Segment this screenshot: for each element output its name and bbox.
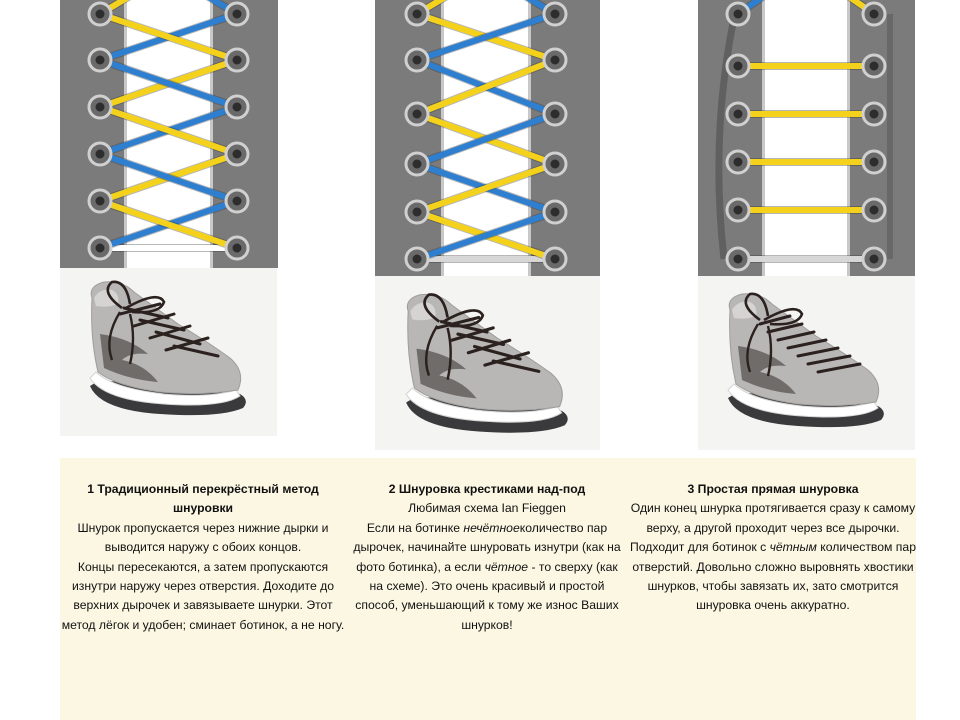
shoe-photo-over-under [375, 276, 600, 450]
eyelet-hole [413, 110, 422, 119]
method-3-description [630, 480, 916, 616]
method-2-description [348, 480, 626, 635]
method-3-text [630, 499, 916, 615]
criss-cross-diagram [60, 0, 278, 268]
description-panel [60, 458, 916, 720]
diagram-svg [375, 276, 600, 450]
eyelet-hole [870, 62, 879, 71]
eyelet-hole [96, 56, 105, 65]
method-2-text-part-3: - то сверху (как на схеме). Это очень красивый и простой способ, уменьшающий к тому же износ Ваших шнурков! [355, 559, 619, 632]
panel-edge-left [762, 0, 765, 276]
eyelet-hole [734, 62, 743, 71]
eyelet-hole [551, 56, 560, 65]
eyelet-hole [551, 10, 560, 19]
left-shoe-panel [375, 0, 443, 276]
eyelet-hole [233, 197, 242, 206]
eyelet-hole [413, 255, 422, 264]
method-1-text-b: Концы пересекаются, а затем пропускаются изнутри наружу через отверстия. Доходите до верхних дырочек и завязываете шнурки. Этот метод лёгок и удобен; сминает ботинок, а не ногу. [61, 559, 345, 632]
diagram-svg [60, 268, 277, 436]
eyelet-hole [96, 197, 105, 206]
method-3-emphasis-even: чётным [769, 540, 817, 555]
eyelet-hole [870, 110, 879, 119]
diagram-svg [60, 0, 278, 268]
eyelet-hole [233, 150, 242, 159]
diagram-svg [698, 276, 915, 450]
eyelet-hole [413, 160, 422, 169]
eyelet-hole [96, 10, 105, 19]
method-1-text-a: Шнурок пропускается через нижние дырки и выводится наружу с обоих концов. [77, 520, 329, 555]
eyelet-hole [870, 158, 879, 167]
eyelet-hole [870, 10, 879, 19]
eyelet-hole [96, 150, 105, 159]
method-2-emphasis-odd: нечётное [463, 520, 520, 535]
method-1-description [60, 480, 346, 635]
eyelet-hole [413, 208, 422, 217]
eyelet-hole [551, 255, 560, 264]
method-2-subtitle: Любимая схема Ian Fieggen [408, 501, 566, 516]
straight-bar-diagram [698, 0, 915, 276]
method-2-text [348, 519, 626, 635]
eyelet-hole [551, 160, 560, 169]
eyelet-hole [551, 110, 560, 119]
shoe-photo-straight [698, 276, 915, 450]
eyelet-hole [233, 10, 242, 19]
right-shoe-panel [848, 0, 915, 276]
panel-edge-right [210, 0, 213, 268]
eyelet-hole [870, 206, 879, 215]
method-2-text-part-2: количество пар дырочек, начинайте шнуровать изнутри (как на фото ботинка), а если [353, 520, 621, 574]
right-shoe-panel [529, 0, 600, 276]
eyelet-hole [551, 208, 560, 217]
eyelet-hole [233, 244, 242, 253]
eyelet-hole [233, 56, 242, 65]
eyelet-hole [870, 255, 879, 264]
eyelet-hole [734, 158, 743, 167]
method-2-emphasis-even: чётное [484, 559, 529, 574]
panel-edge-right [847, 0, 850, 276]
diagram-svg [698, 0, 915, 276]
eyelet-hole [734, 255, 743, 264]
eyelet-hole [96, 103, 105, 112]
eyelet-hole [734, 110, 743, 119]
panel-edge-left [441, 0, 444, 276]
method-1-title: 1 Традиционный перекрёстный метод шнуровки [87, 482, 319, 516]
right-shoe-panel [211, 0, 278, 268]
eyelet-hole [233, 103, 242, 112]
tongue-gap [764, 0, 848, 276]
panel-edge-left [124, 0, 127, 268]
method-3-text-part-2: количеством пар отверстий. Довольно сложно выровнять хвостики шнурков, чтобы завязать их, зато смотрится шнуровка очень аккуратно. [632, 540, 916, 613]
shoe-photo-criss-cross [60, 268, 277, 436]
method-2-title: 2 Шнуровка крестиками над-под [388, 482, 586, 496]
eyelet-hole [413, 56, 422, 65]
diagram-svg [375, 0, 600, 276]
eyelet-hole [734, 206, 743, 215]
method-3-text-part-1: Один конец шнурка протягивается сразу к самому верху, а другой проходит через все дырочки. Подходит для ботинок с [630, 501, 916, 555]
panel-edge-right [528, 0, 531, 276]
left-shoe-panel [60, 0, 126, 268]
method-2-text-part-1: Если на ботинке [366, 520, 464, 535]
method-3-title: 3 Простая прямая шнуровка [687, 482, 859, 496]
eyelet-hole [96, 244, 105, 253]
over-under-diagram [375, 0, 600, 276]
eyelet-hole [413, 10, 422, 19]
eyelet-hole [734, 10, 743, 19]
